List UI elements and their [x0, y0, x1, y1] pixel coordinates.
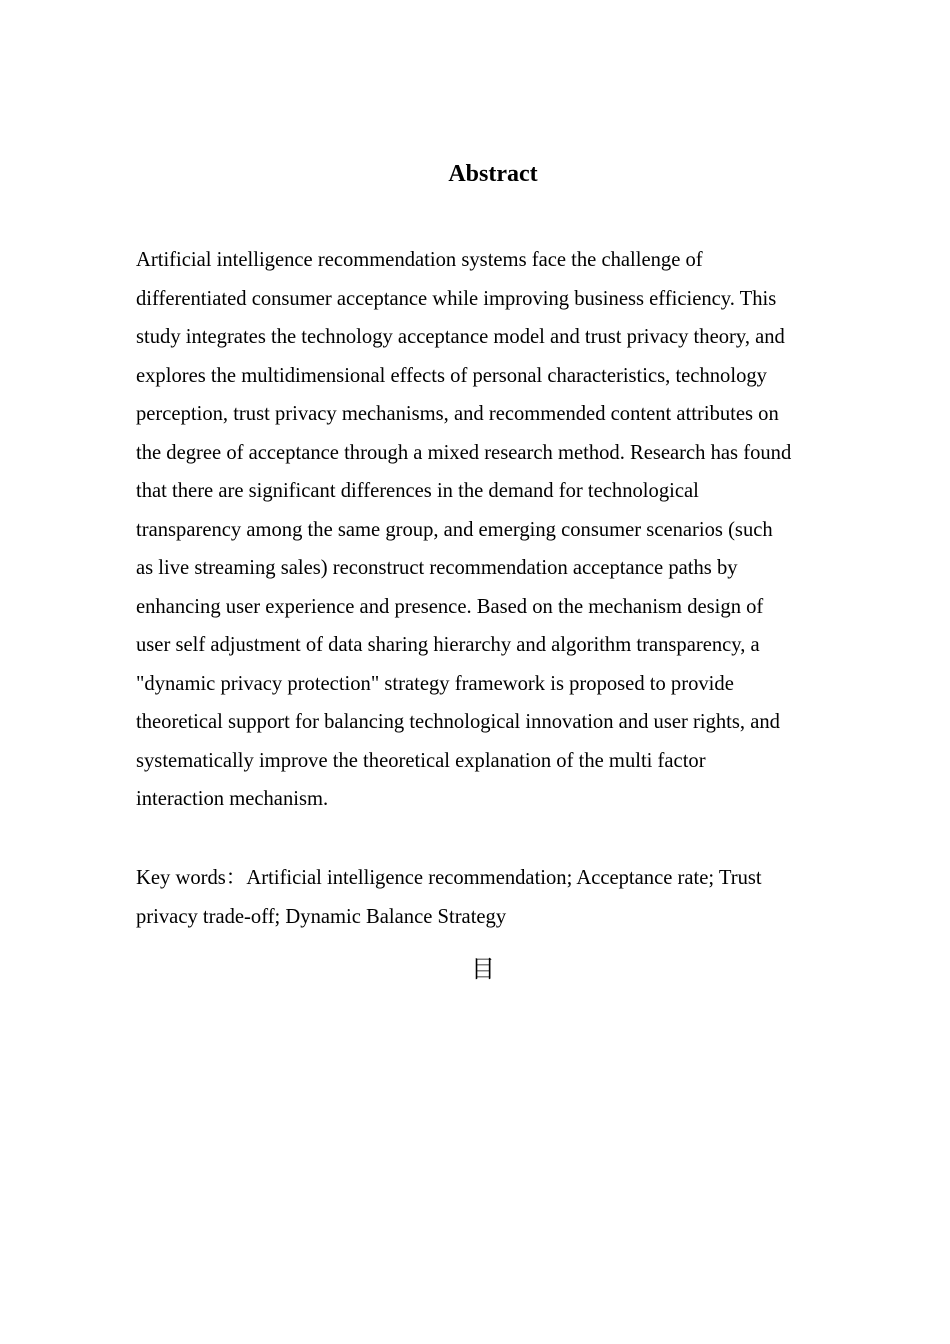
- abstract-line: perception, trust privacy mechanisms, and recommended content attributes on: [136, 403, 779, 425]
- abstract-line: transparency among the same group, and emerging consumer scenarios (such: [136, 518, 773, 541]
- abstract-line: enhancing user experience and presence. Based on the mechanism design of: [136, 595, 764, 618]
- abstract-body: [136, 241, 850, 819]
- keywords-line: privacy trade-off; Dynamic Balance Strategy: [136, 905, 507, 928]
- abstract-line: explores the multidimensional effects of personal characteristics, technology: [136, 364, 767, 387]
- abstract-line: Artificial intelligence recommendation systems face the challenge of: [136, 249, 703, 271]
- abstract-line: interaction mechanism.: [136, 788, 329, 810]
- abstract-line: differentiated consumer acceptance while improving business efficiency. This: [136, 287, 777, 310]
- abstract-line: the degree of acceptance through a mixed research method. Research has found: [136, 441, 792, 464]
- abstract-line: that there are significant differences in the demand for technological: [136, 480, 699, 502]
- table-of-contents-heading: 目: [471, 955, 495, 983]
- abstract-title: Abstract: [448, 161, 538, 187]
- abstract-line: study integrates the technology acceptance model and trust privacy theory, and: [136, 326, 785, 348]
- keywords-line: Key words：Artificial intelligence recommendation; Acceptance rate; Trust: [136, 867, 762, 889]
- abstract-line: as live streaming sales) reconstruct recommendation acceptance paths by: [136, 557, 738, 579]
- keywords-paragraph: [136, 859, 850, 936]
- abstract-line: "dynamic privacy protection" strategy framework is proposed to provide: [136, 672, 734, 695]
- abstract-line: user self adjustment of data sharing hierarchy and algorithm transparency, a: [136, 634, 760, 656]
- abstract-line: systematically improve the theoretical explanation of the multi factor: [136, 749, 706, 772]
- abstract-line: theoretical support for balancing technological innovation and user rights, and: [136, 711, 780, 733]
